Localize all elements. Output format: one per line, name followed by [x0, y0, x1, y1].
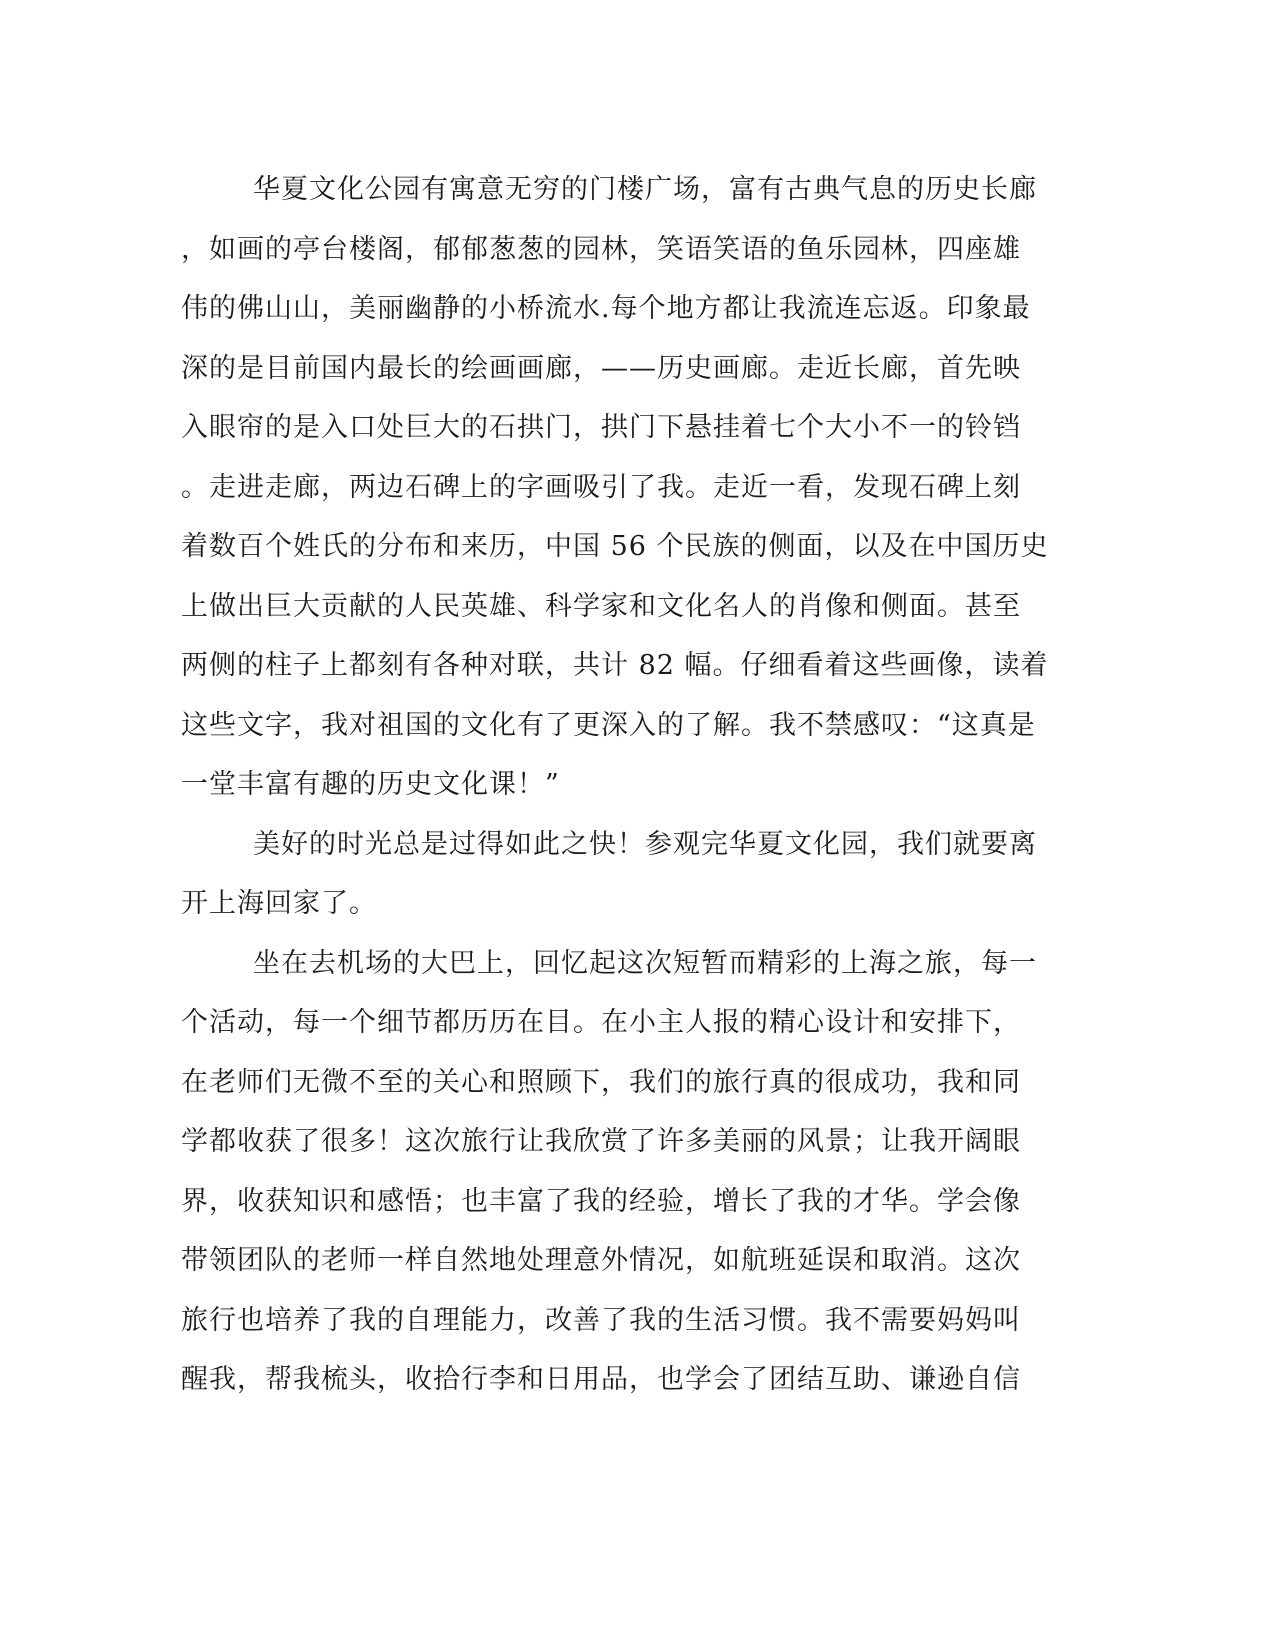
paragraph [181, 160, 1049, 815]
text-line: 开上海回家了。 [181, 888, 377, 919]
text-line: 坐在去机场的大巴上，回忆起这次短暂而精彩的上海之旅，每一 [253, 947, 1037, 979]
text-line: 界，收获知识和感悟；也丰富了我的经验，增长了我的才华。学会像 [181, 1185, 1021, 1217]
text-line: 华夏文化公园有寓意无穷的门楼广场，富有古典气息的历史长廊 [253, 174, 1037, 205]
text-line: 美好的时光总是过得如此之快！参观完华夏文化园，我们就要离 [253, 828, 1037, 860]
text-line: 这些文字，我对祖国的文化有了更深入的了解。我不禁感叹：“这真是 [181, 709, 1036, 741]
document-body [181, 160, 1049, 1410]
paragraph [181, 934, 1041, 1410]
text-line: 一堂丰富有趣的历史文化课！” [181, 769, 560, 800]
text-line: 深的是目前国内最长的绘画画廊，——历史画廊。走近长廊，首先映 [181, 352, 1021, 384]
text-line: 着数百个姓氏的分布和来历，中国 56 个民族的侧面，以及在中国历史 [181, 531, 1049, 562]
text-line: 学都收获了很多！这次旅行让我欣赏了许多美丽的风景；让我开阔眼 [181, 1126, 1021, 1157]
text-line: 。走进走廊，两边石碑上的字画吸引了我。走近一看，发现石碑上刻 [181, 471, 1021, 503]
text-line: 个活动，每一个细节都历历在目。在小主人报的精心设计和安排下， [181, 1007, 1021, 1038]
text-line: 两侧的柱子上都刻有各种对联，共计 82 幅。仔细看着这些画像，读着 [181, 650, 1049, 681]
text-line: ，如画的亭台楼阁，郁郁葱葱的园林，笑语笑语的鱼乐园林，四座雄 [181, 233, 1021, 265]
text-line: 上做出巨大贡献的人民英雄、科学家和文化名人的肖像和侧面。甚至 [181, 590, 1021, 622]
text-line: 带领团队的老师一样自然地处理意外情况，如航班延误和取消。这次 [181, 1245, 1021, 1276]
paragraph [181, 815, 1041, 934]
text-line: 在老师们无微不至的关心和照顾下，我们的旅行真的很成功，我和同 [181, 1066, 1021, 1098]
text-line: 旅行也培养了我的自理能力，改善了我的生活习惯。我不需要妈妈叫 [181, 1304, 1021, 1336]
text-line: 入眼帘的是入口处巨大的石拱门，拱门下悬挂着七个大小不一的铃铛 [181, 412, 1021, 443]
text-line: 醒我，帮我梳头，收拾行李和日用品，也学会了团结互助、谦逊自信 [181, 1364, 1021, 1395]
text-line: 伟的佛山山，美丽幽静的小桥流水.每个地方都让我流连忘返。印象最 [181, 293, 1031, 324]
